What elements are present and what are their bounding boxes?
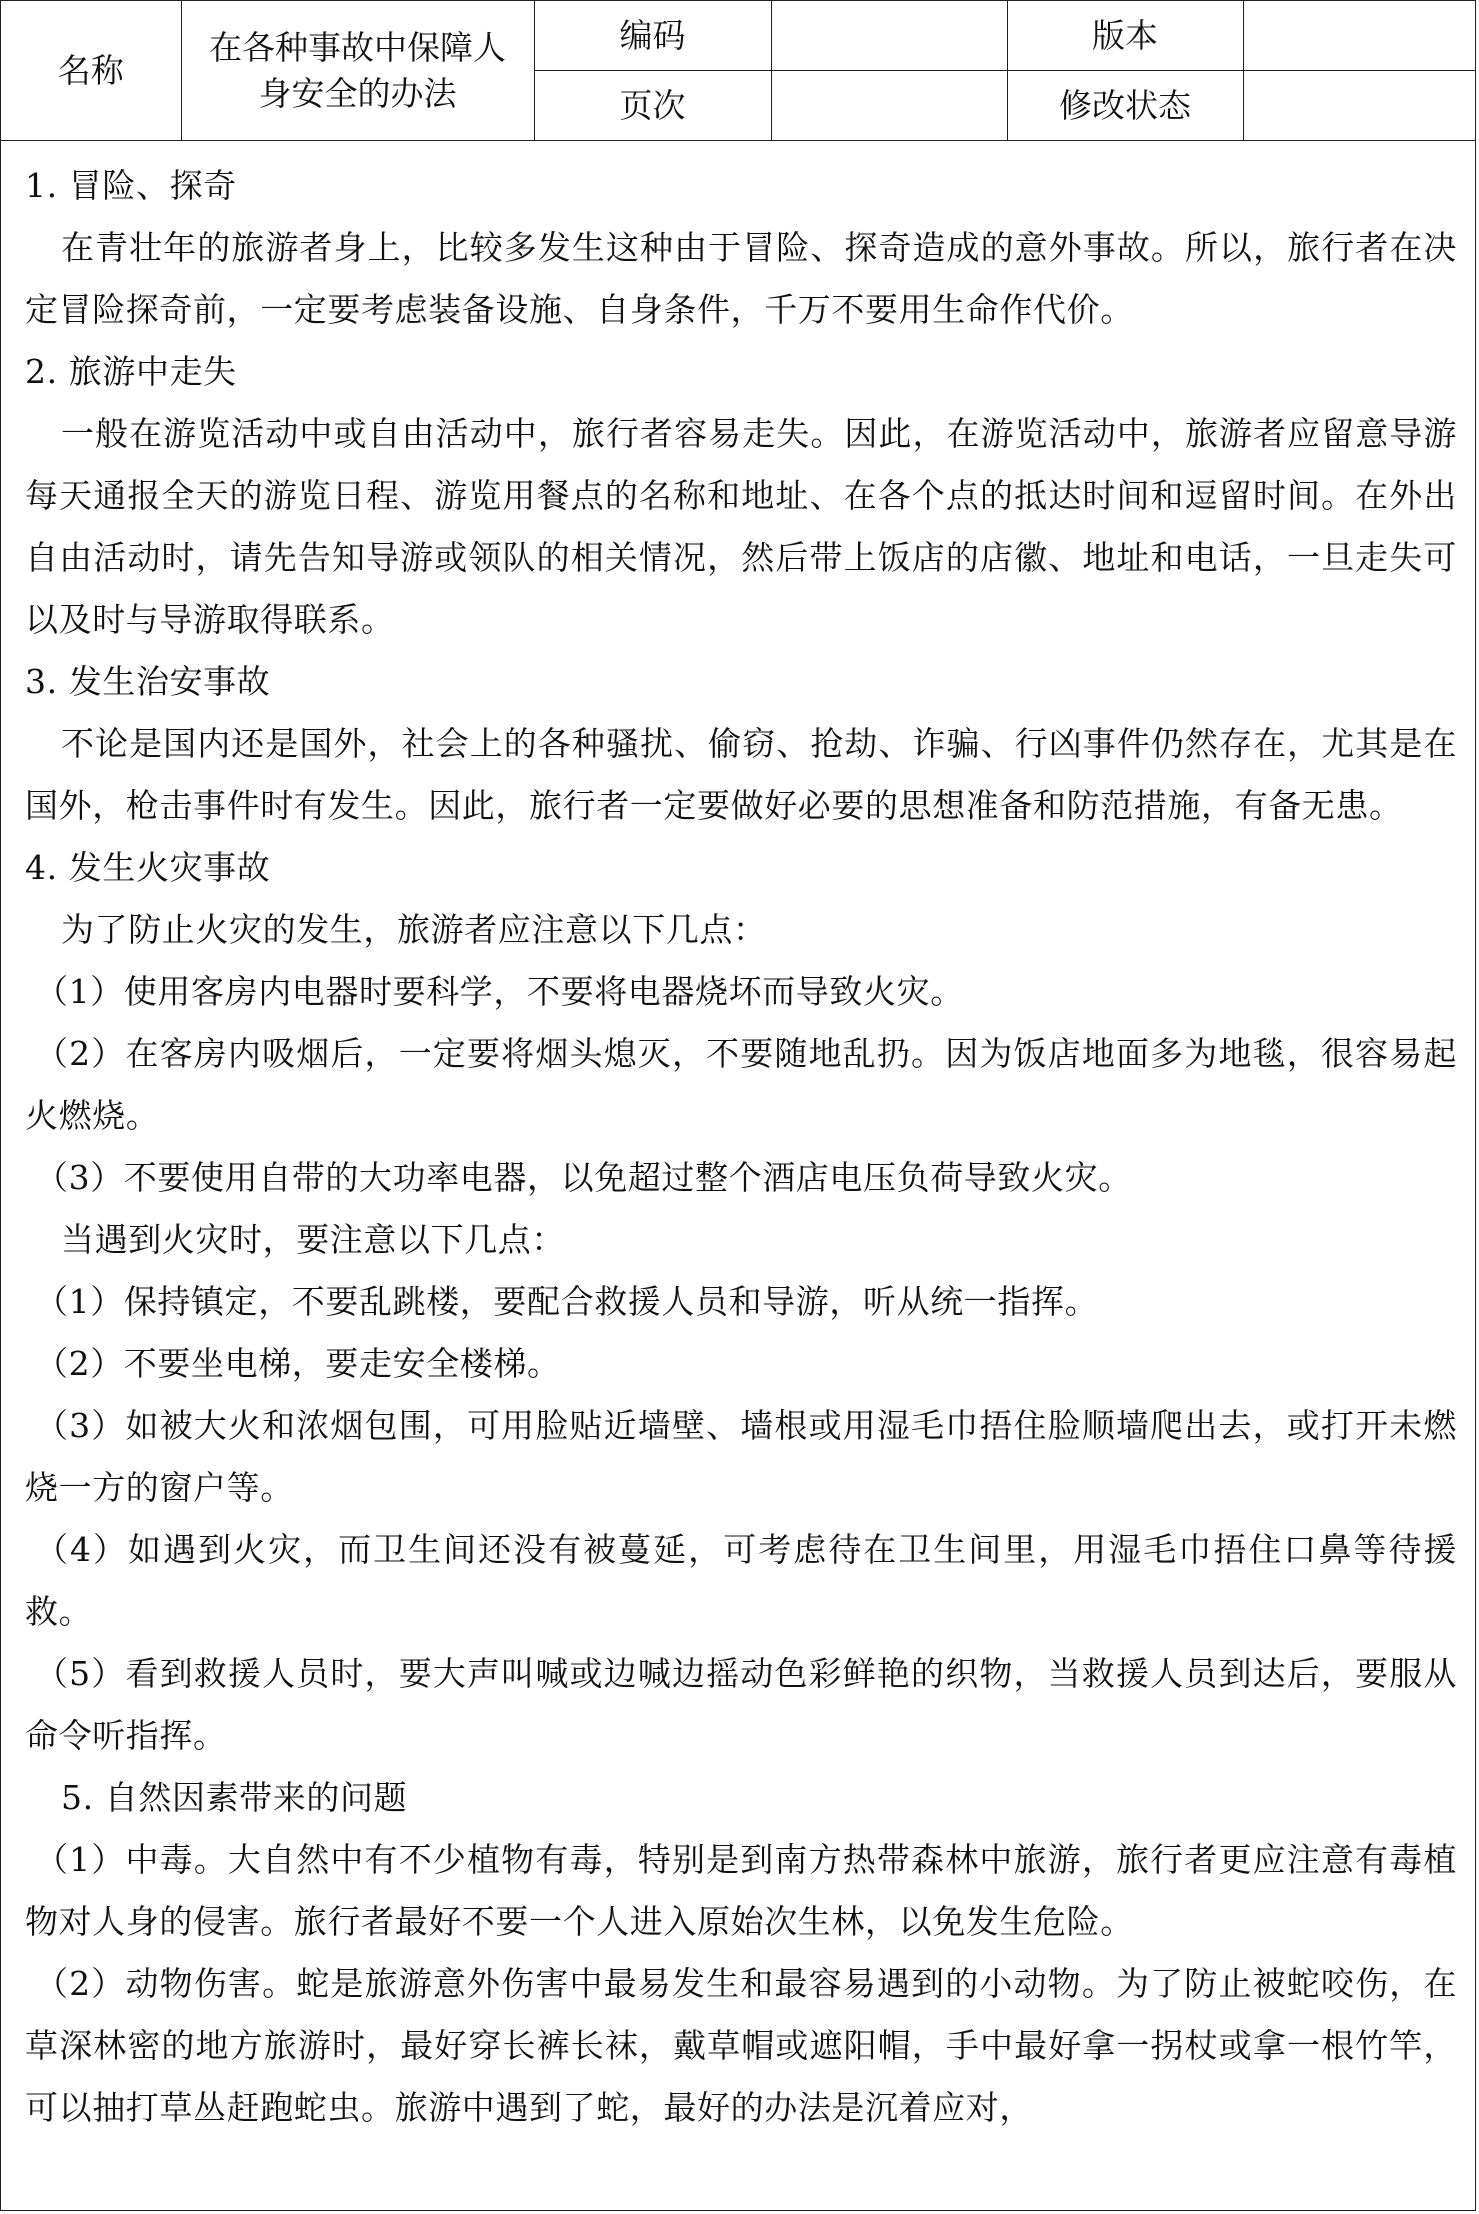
paragraph: 在青壮年的旅游者身上，比较多发生这种由于冒险、探奇造成的意外事故。所以，旅行者在决定冒险探奇前，一定要考虑装备设施、自身条件，千万不要用生命作代价。 bbox=[25, 228, 1457, 329]
paragraph: （1）保持镇定，不要乱跳楼，要配合救援人员和导游，听从统一指挥。 bbox=[35, 1282, 1099, 1321]
paragraph: （1）使用客房内电器时要科学，不要将电器烧坏而导致火灾。 bbox=[35, 972, 964, 1011]
paragraph: （4）如遇到火灾，而卫生间还没有被蔓延，可考虑待在卫生间里，用湿毛巾捂住口鼻等待援救。 bbox=[25, 1530, 1457, 1631]
paragraph: 为了防止火灾的发生，旅游者应注意以下几点： bbox=[61, 910, 767, 949]
paragraph: （3）不要使用自带的大功率电器，以免超过整个酒店电压负荷导致火灾。 bbox=[35, 1158, 1132, 1197]
paragraph: （2）动物伤害。蛇是旅游意外伤害中最易发生和最容易遇到的小动物。为了防止被蛇咬伤，在草深林密的地方旅游时，最好穿长裤长袜，戴草帽或遮阳帽，手中最好拿一拐杖或拿一根竹竿，可以抽打草丛赶跑蛇虫。旅游中遇到了蛇，最好的办法是沉着应对， bbox=[25, 1964, 1457, 2127]
code-label: 编码 bbox=[534, 1, 771, 71]
section-heading: 2. 旅游中走失 bbox=[25, 352, 237, 391]
paragraph: （2）不要坐电梯，要走安全楼梯。 bbox=[35, 1344, 561, 1383]
name-label: 名称 bbox=[1, 1, 181, 141]
page-label: 页次 bbox=[534, 71, 771, 141]
paragraph: 5. 自然因素带来的问题 bbox=[61, 1778, 408, 1817]
section-heading: 4. 发生火灾事故 bbox=[25, 848, 271, 887]
paragraph: 当遇到火灾时，要注意以下几点： bbox=[61, 1220, 565, 1259]
paragraph: 一般在游览活动中或自由活动中，旅行者容易走失。因此，在游览活动中，旅游者应留意导游每天通报全天的游览日程、游览用餐点的名称和地址、在各个点的抵达时间和逗留时间。在外出自由活动时，请先告知导游或领队的相关情况，然后带上饭店的店徽、地址和电话，一旦走失可以及时与导游取得联系。 bbox=[25, 414, 1457, 639]
document-header-table bbox=[1, 1, 1475, 141]
paragraph: （5）看到救援人员时，要大声叫喊或边喊边摇动色彩鲜艳的织物，当救援人员到达后，要服从命令听指挥。 bbox=[25, 1654, 1457, 1755]
revision-value bbox=[1243, 71, 1475, 141]
version-value bbox=[1243, 1, 1475, 71]
paragraph: （2）在客房内吸烟后，一定要将烟头熄灭，不要随地乱扔。因为饭店地面多为地毯，很容易起火燃烧。 bbox=[25, 1034, 1457, 1135]
code-value bbox=[771, 1, 1007, 71]
paragraph: 不论是国内还是国外，社会上的各种骚扰、偷窃、抢劫、诈骗、行凶事件仍然存在，尤其是在国外，枪击事件时有发生。因此，旅行者一定要做好必要的思想准备和防范措施，有备无患。 bbox=[25, 724, 1457, 825]
name-value bbox=[181, 1, 534, 141]
version-label: 版本 bbox=[1007, 1, 1243, 71]
section-heading: 3. 发生治安事故 bbox=[25, 662, 271, 701]
paragraph: （1）中毒。大自然中有不少植物有毒，特别是到南方热带森林中旅游，旅行者更应注意有毒植物对人身的侵害。旅行者最好不要一个人进入原始次生林，以免发生危险。 bbox=[25, 1840, 1457, 1941]
document-title: 在各种事故中保障人身安全的办法 bbox=[209, 27, 506, 113]
page-value bbox=[771, 71, 1007, 141]
document-body bbox=[1, 141, 1475, 2139]
paragraph: （3）如被大火和浓烟包围，可用脸贴近墙壁、墙根或用湿毛巾捂住脸顺墙爬出去，或打开未燃烧一方的窗户等。 bbox=[25, 1406, 1457, 1507]
revision-label: 修改状态 bbox=[1007, 71, 1243, 141]
section-heading: 1. 冒险、探奇 bbox=[25, 166, 237, 205]
